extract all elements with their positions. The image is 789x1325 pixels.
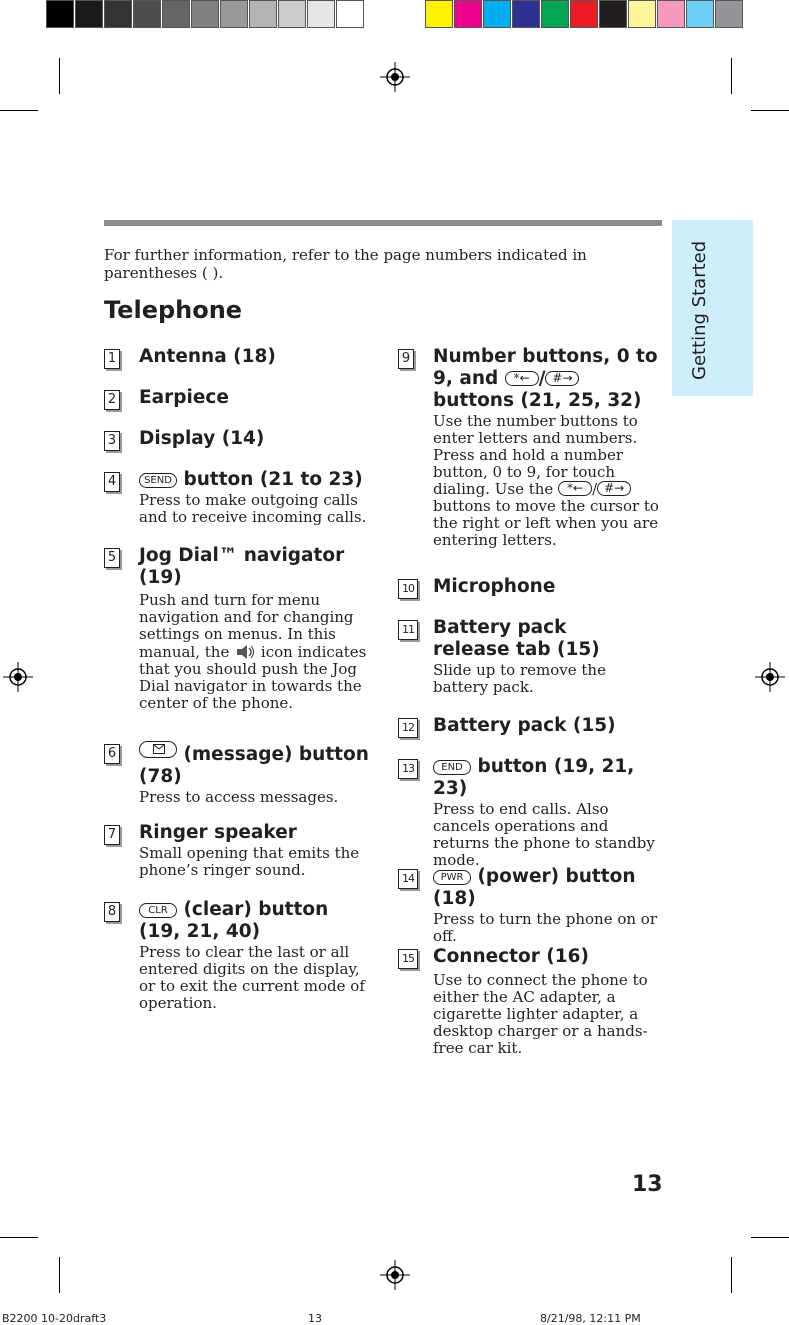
crop-mark <box>0 110 38 111</box>
item-description: Slide up to remove the battery pack. <box>433 661 606 696</box>
item-number: 10 <box>398 579 418 599</box>
end-key-icon: END <box>433 760 471 775</box>
color-swatch <box>104 0 132 28</box>
registration-mark-icon <box>755 662 785 692</box>
item-number: 9 <box>398 349 414 369</box>
color-swatch <box>191 0 219 28</box>
item-number: 15 <box>398 949 418 969</box>
item-description: Use to connect the phone to either the AC adapter, a cigarette lighter adapter, a desktop charger or a hands-free car kit. <box>433 971 648 1057</box>
registration-mark-icon <box>3 662 33 692</box>
slug-date: 8/21/98, 12:11 PM <box>540 1312 641 1325</box>
section-tab <box>672 220 753 396</box>
color-swatch <box>307 0 335 28</box>
color-swatch <box>483 0 511 28</box>
crop-mark <box>59 1257 60 1293</box>
color-swatch <box>46 0 74 28</box>
crop-mark <box>751 1237 789 1238</box>
jog-dial-push-icon <box>234 643 256 661</box>
color-swatch <box>657 0 685 28</box>
registration-mark-icon <box>380 62 410 92</box>
page-number: 13 <box>632 1172 663 1197</box>
item-heading: Battery pack (15) <box>433 715 616 736</box>
hash-key-icon: #→ <box>597 481 631 496</box>
color-swatch <box>599 0 627 28</box>
item-number: 5 <box>104 548 120 568</box>
registration-mark-icon <box>380 1260 410 1290</box>
item-heading: Microphone <box>433 576 556 597</box>
crop-mark <box>731 58 732 94</box>
item-description: icon indicates that you should push the Jog Dial navigator in towards the center of the phone. <box>139 643 367 712</box>
header-rule <box>104 220 662 226</box>
item-number: 1 <box>104 349 120 369</box>
item-heading: (message) button (78) <box>139 744 369 787</box>
color-swatch <box>715 0 743 28</box>
item-number: 11 <box>398 620 418 640</box>
item-description: Use the number buttons to enter letters and numbers. Press and hold a number button, 0 to 9, for touch dialing. Use the <box>433 412 638 498</box>
intro-text: For further information, refer to the page numbers indicated in parentheses ( ). <box>104 246 587 282</box>
slug-page: 13 <box>308 1312 322 1325</box>
color-swatch <box>220 0 248 28</box>
slug-file: B2200 10-20draft3 <box>2 1312 107 1325</box>
star-key-icon: *← <box>558 481 592 496</box>
item-heading: (clear) button (19, 21, 40) <box>139 899 329 942</box>
item-description: Press to make outgoing calls and to receive incoming calls. <box>139 491 367 526</box>
color-swatch <box>425 0 453 28</box>
crop-mark <box>59 58 60 94</box>
item-heading: Antenna (18) <box>139 346 276 367</box>
item-number: 6 <box>104 744 120 764</box>
clr-key-icon: CLR <box>139 903 177 918</box>
item-description: Press to access messages. <box>139 788 339 806</box>
item-description: Push and turn for menu navigation and for changing settings on menus. In this manual, the <box>139 591 354 661</box>
color-swatch <box>454 0 482 28</box>
color-swatch <box>249 0 277 28</box>
item-heading: (power) button (18) <box>433 866 636 909</box>
item-heading: Number buttons, 0 to 9, and <box>433 346 658 389</box>
color-swatch <box>686 0 714 28</box>
hash-key-icon: #→ <box>545 371 579 386</box>
crop-mark <box>751 110 789 111</box>
item-number: 4 <box>104 472 120 492</box>
color-swatch <box>336 0 364 28</box>
section-title: Telephone <box>104 296 243 324</box>
pwr-key-icon: PWR <box>433 870 471 885</box>
color-swatch <box>570 0 598 28</box>
color-swatch <box>628 0 656 28</box>
item-number: 3 <box>104 431 120 451</box>
crop-mark <box>0 1237 38 1238</box>
item-heading: Jog Dial™ navigator (19) <box>139 545 345 588</box>
item-number: 13 <box>398 759 418 779</box>
star-key-icon: *← <box>505 371 539 386</box>
item-heading: Earpiece <box>139 387 229 408</box>
item-heading: Battery pack release tab (15) <box>433 617 600 660</box>
item-number: 8 <box>104 902 120 922</box>
item-description: Press to turn the phone on or off. <box>433 910 658 945</box>
color-swatch <box>541 0 569 28</box>
item-number: 14 <box>398 869 418 889</box>
item-description: buttons to move the cursor to the right or left when you are entering letters. <box>433 497 659 549</box>
item-description: Press to end calls. Also cancels operations and returns the phone to standby mode. <box>433 800 655 869</box>
color-swatch <box>278 0 306 28</box>
color-swatch <box>75 0 103 28</box>
item-description: Press to clear the last or all entered digits on the display, or to exit the current mode of operation. <box>139 943 365 1012</box>
color-swatch <box>162 0 190 28</box>
item-heading: Ringer speaker <box>139 822 297 843</box>
item-heading: buttons (21, 25, 32) <box>433 390 642 411</box>
color-swatch <box>512 0 540 28</box>
item-number: 7 <box>104 825 120 845</box>
item-heading: Display (14) <box>139 428 265 449</box>
color-swatch <box>133 0 161 28</box>
item-heading: button (19, 21, 23) <box>433 756 635 799</box>
item-heading: button (21 to 23) <box>183 469 363 490</box>
item-number: 2 <box>104 390 120 410</box>
crop-mark <box>731 1257 732 1293</box>
item-number: 12 <box>398 718 418 738</box>
send-key-icon: SEND <box>139 473 177 488</box>
section-tab-label: Getting Started <box>689 240 710 380</box>
item-description: Small opening that emits the phone’s ringer sound. <box>139 844 360 879</box>
item-heading: Connector (16) <box>433 946 589 967</box>
message-key-icon <box>139 741 177 758</box>
